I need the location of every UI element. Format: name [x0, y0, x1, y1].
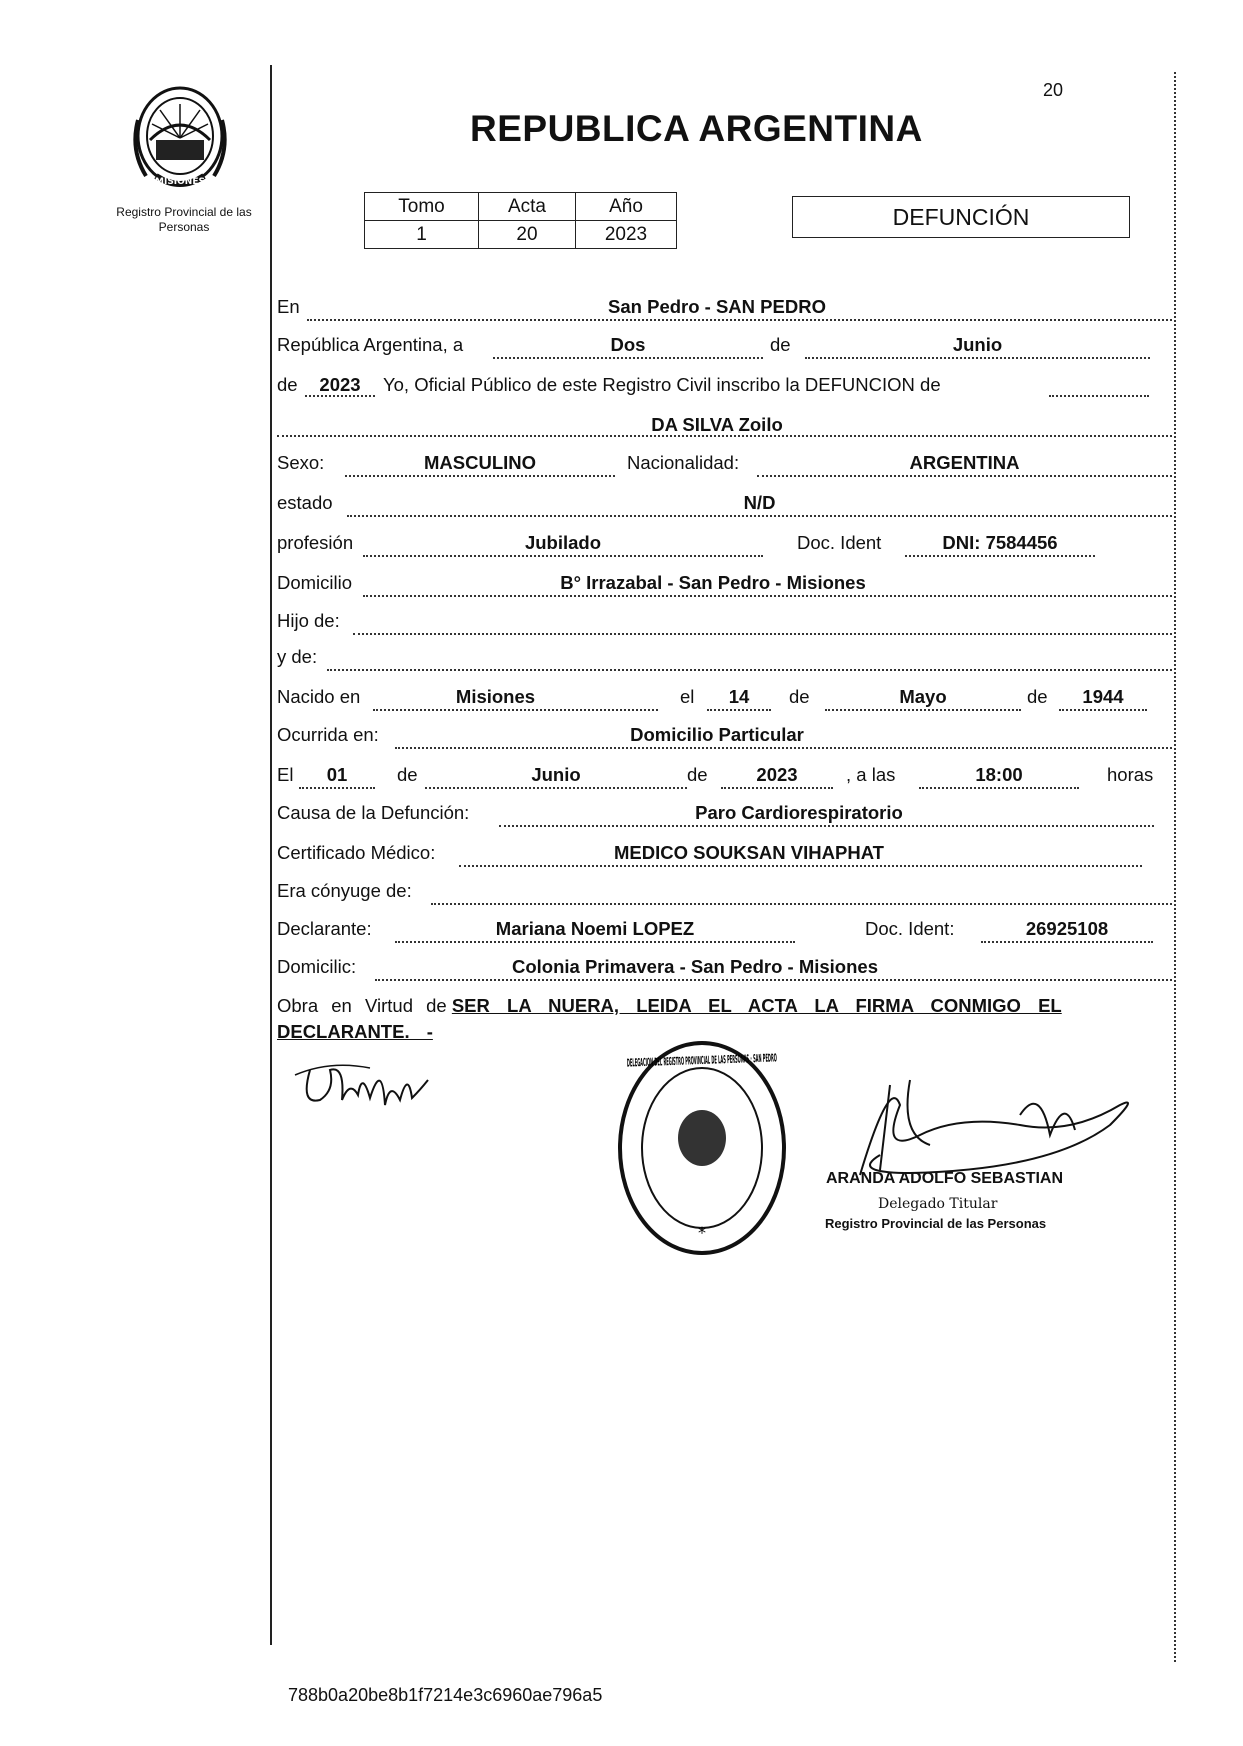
value-mes-fallecimiento: Junio [531, 764, 581, 785]
value-declarante: Mariana Noemi LOPEZ [495, 918, 695, 939]
row-fecha [277, 328, 1174, 366]
label-de-anio-fall: de [687, 764, 708, 785]
value-anio-nacimiento: 1944 [1082, 686, 1124, 707]
label-el: el [680, 686, 695, 707]
row-inscripcion [277, 368, 1174, 406]
record-value-acta: 20 [479, 221, 576, 249]
label-domicilio-declarante: Domicilic: [277, 956, 357, 977]
label-nacido-en: Nacido en [277, 686, 361, 707]
label-en: En [277, 296, 300, 317]
value-lugar-nacimiento: Misiones [455, 686, 536, 707]
label-doc-ident: Doc. Ident [797, 532, 882, 553]
document-hash: 788b0a20be8b1f7214e3c6960ae796a5 [288, 1685, 603, 1705]
value-causa: Paro Cardiorespiratorio [695, 802, 903, 823]
value-anio-fallecimiento: 2023 [756, 764, 798, 785]
row-declarante [277, 912, 1174, 950]
row-profesion [277, 526, 1174, 564]
record-header-acta: Acta [479, 193, 576, 221]
label-ocurrida-en: Ocurrida en: [277, 724, 379, 745]
row-y-de [277, 640, 1174, 678]
value-domicilio: B° Irrazabal - San Pedro - Misiones [560, 572, 866, 593]
value-lugar-fallecimiento: Domicilio Particular [630, 724, 804, 745]
value-obra-en-virtud: SER LA NUERA, LEIDA EL ACTA LA FIRMA CONMIGO EL DECLARANTE. - [277, 995, 1062, 1042]
row-domicilio-declarante [277, 950, 1174, 988]
row-nombre [277, 408, 1174, 446]
label-y-de: y de: [277, 646, 318, 667]
value-dia-fallecimiento: 01 [326, 764, 348, 785]
value-nacionalidad: ARGENTINA [909, 452, 1020, 473]
label-a-las: , a las [846, 764, 896, 785]
value-dni: DNI: 7584456 [942, 532, 1058, 553]
label-de-anio-nac: de [1027, 686, 1048, 707]
label-causa: Causa de la Defunción: [277, 802, 470, 823]
text-inscribo: Yo, Oficial Público de este Registro Civil inscribo la DEFUNCION de [383, 374, 941, 395]
svg-text:*: * [698, 1223, 706, 1242]
value-anio-inscripcion: 2023 [319, 374, 361, 395]
officer-name: ARANDA ADOLFO SEBASTIAN [826, 1170, 1064, 1187]
row-en [277, 290, 1174, 328]
label-domicilio: Domicilio [277, 572, 353, 593]
row-conyuge [277, 874, 1174, 912]
document-type-box: DEFUNCIÓN [792, 196, 1130, 238]
record-value-tomo: 1 [365, 221, 479, 249]
label-republica: República Argentina, a [277, 334, 464, 355]
value-nombre-fallecido: DA SILVA Zoilo [651, 414, 783, 435]
record-header-tomo: Tomo [365, 193, 479, 221]
label-declarante: Declarante: [277, 918, 372, 939]
label-certificado: Certificado Médico: [277, 842, 436, 863]
row-sexo [277, 446, 1174, 484]
value-dia-inscripcion: Dos [610, 334, 646, 355]
label-hijo-de: Hijo de: [277, 610, 340, 631]
left-margin-rule [270, 65, 272, 1645]
label-conyuge: Era cónyuge de: [277, 880, 412, 901]
logo-text: MISIONES [155, 177, 205, 187]
value-doc-declarante: 26925108 [1025, 918, 1109, 939]
row-fecha-fallecimiento [277, 758, 1174, 796]
officer-organization: Registro Provincial de las Personas [825, 1216, 1047, 1231]
row-domicilio [277, 566, 1174, 604]
record-value-anio: 2023 [576, 221, 677, 249]
value-mes-nacimiento: Mayo [899, 686, 947, 707]
country-title: REPUBLICA ARGENTINA [470, 108, 923, 149]
value-profesion: Jubilado [524, 532, 602, 553]
value-sexo: MASCULINO [423, 452, 537, 473]
page-number: 20 [1042, 80, 1063, 100]
value-domicilio-declarante: Colonia Primavera - San Pedro - Misiones [512, 956, 878, 977]
misiones-coat-of-arms-logo [126, 80, 234, 196]
row-hijo-de [277, 604, 1174, 642]
label-obra-en-virtud: Obra en Virtud de [277, 995, 447, 1016]
row-ocurrida [277, 718, 1174, 756]
label-horas: horas [1107, 764, 1154, 785]
declarant-signature [290, 1050, 440, 1120]
officer-title: Delegado Titular [878, 1196, 998, 1212]
row-estado [277, 486, 1174, 524]
row-nacido [277, 680, 1174, 718]
label-doc-ident-declarante: Doc. Ident: [865, 918, 955, 939]
label-estado: estado [277, 492, 333, 513]
label-nacionalidad: Nacionalidad: [627, 452, 740, 473]
value-estado: N/D [743, 492, 776, 513]
record-header-anio: Año [576, 193, 677, 221]
value-lugar: San Pedro - SAN PEDRO [608, 296, 826, 317]
label-de: de [770, 334, 791, 355]
value-mes-inscripcion: Junio [952, 334, 1003, 355]
right-margin-rule [1174, 72, 1176, 1662]
value-dia-nacimiento: 14 [728, 686, 750, 707]
seal-text: DELEGACION DEL REGISTRO PROVINCIAL DE LAS PERSONAS · SAN PEDRO [626, 1040, 1082, 1070]
record-table [364, 192, 677, 249]
label-profesion: profesión [277, 532, 354, 553]
label-el-fallecimiento: El [277, 764, 294, 785]
label-de-anio: de [277, 374, 298, 395]
row-certificado [277, 836, 1174, 874]
row-causa [277, 796, 1174, 834]
value-hora-fallecimiento: 18:00 [975, 764, 1023, 785]
label-de-mes-fall: de [397, 764, 418, 785]
label-sexo: Sexo: [277, 452, 325, 473]
value-certificado: MEDICO SOUKSAN VIHAPHAT [614, 842, 884, 863]
label-de-mes-nac: de [789, 686, 810, 707]
registry-caption: Registro Provincial de las Personas [116, 205, 252, 234]
